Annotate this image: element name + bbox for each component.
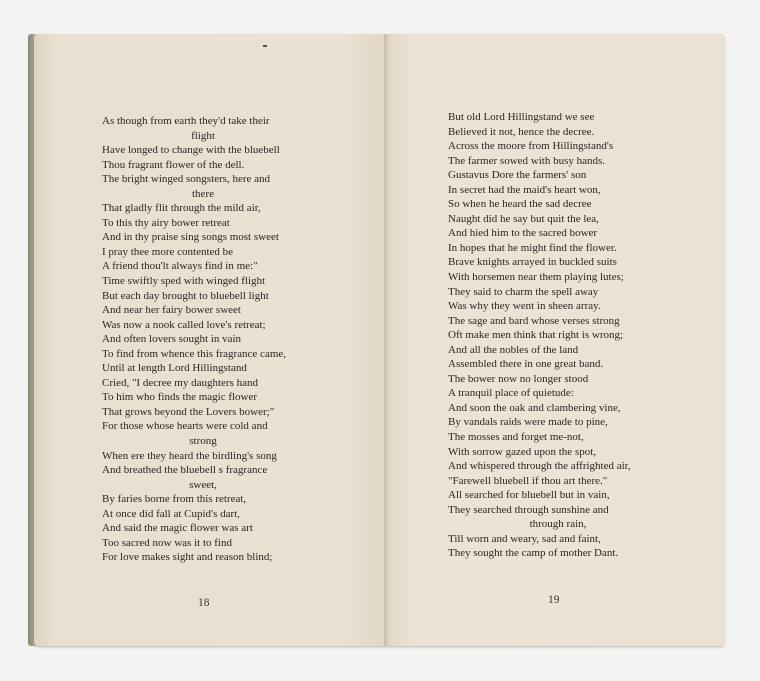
poem-line: Too sacred now was it to find — [102, 536, 232, 549]
right-page-number: 19 — [548, 594, 560, 606]
poem-line: And breathed the bluebell s fragrance — [102, 464, 268, 477]
poem-line: At once did fall at Cupid's dart, — [102, 507, 240, 520]
left-page-number: 18 — [198, 597, 210, 609]
page-gutter — [384, 34, 388, 646]
poem-line: "Farewell bluebell if thou art there." — [448, 474, 608, 487]
poem-line: But each day brought to bluebell light — [102, 289, 269, 302]
poem-line: But old Lord Hillingstand we see — [448, 111, 595, 123]
poem-line: The bright winged songsters, here and — [102, 173, 271, 186]
poem-line: Until at length Lord Hillingstand — [102, 362, 247, 375]
poem-line: They said to charm the spell away — [448, 285, 599, 298]
poem-line: A friend thou'lt always find in me:" — [102, 260, 258, 273]
poem-line: Thou fragrant flower of the dell. — [102, 158, 245, 171]
poem-line: And said the magic flower was art — [102, 522, 253, 535]
poem-line: I pray thee more contented be — [102, 245, 234, 258]
poem-line: By vandals raids were made to pine, — [448, 416, 608, 429]
poem-line: And hied him to the sacred bower — [448, 227, 598, 240]
poem-line: Across the moore from Hillingstand's — [448, 140, 614, 153]
poem-line: Believed it not, hence the decree. — [448, 125, 595, 138]
poem-line: With horsemen near them playing lutes; — [448, 271, 624, 284]
poem-line: By faries borne from this retreat, — [102, 493, 247, 506]
poem-line: Cried, "I decree my daughters hand — [102, 376, 258, 389]
poem-line: All searched for bluebell but in vain, — [448, 489, 610, 502]
poem-line: Was why they went in sheen array. — [448, 300, 601, 313]
poem-line: And all the nobles of the land — [448, 343, 579, 356]
poem-line: As though from earth they'd take their — [102, 115, 270, 127]
poem-line: To this thy airy bower retreat — [102, 216, 230, 229]
poem-line: Was now a nook called love's retreat; — [102, 318, 266, 331]
poem-line: Time swiftly sped with winged flight — [102, 275, 266, 288]
poem-line: flight — [191, 129, 215, 142]
poem-line: To him who finds the magic flower — [102, 391, 258, 404]
left-page-poem — [102, 114, 324, 565]
poem-line: And whispered through the affrighted air, — [448, 460, 631, 473]
poem-line: Brave knights arrayed in buckled suits — [448, 256, 617, 269]
poem-line: So when he heard the sad decree — [448, 198, 592, 211]
poem-line: The sage and bard whose verses strong — [448, 314, 620, 327]
poem-line: And soon the oak and clambering vine, — [448, 401, 621, 414]
right-page-poem — [448, 110, 688, 561]
poem-line: In secret had the maid's heart won, — [448, 183, 601, 196]
poem-line: Assembled there in one great band. — [448, 358, 604, 371]
poem-line: With sorrow gazed upon the spot, — [448, 445, 597, 458]
poem-line: That gladly flit through the mild air, — [102, 202, 261, 215]
print-mark — [263, 45, 267, 47]
poem-line: In hopes that he might find the flower. — [448, 241, 617, 254]
poem-line: And often lovers sought in vain — [102, 333, 242, 346]
poem-line: They sought the camp of mother Dant. — [448, 547, 619, 560]
poem-line: Till worn and weary, sad and faint, — [448, 532, 601, 545]
poem-line: And near her fairy bower sweet — [102, 304, 241, 317]
poem-line: Have longed to change with the bluebell — [102, 144, 280, 157]
poem-line: They searched through sunshine and — [448, 503, 609, 516]
poem-line: A tranquil place of quietude: — [448, 387, 574, 400]
poem-line: When ere they heard the birdling's song — [102, 449, 277, 462]
poem-line: strong — [189, 435, 217, 448]
poem-line: Naught did he say but quit the lea, — [448, 212, 599, 225]
poem-line: The mosses and forget me-not, — [448, 431, 584, 444]
poem-line: To find from whence this fragrance came, — [102, 347, 287, 360]
poem-line: Gustavus Dore the farmers' son — [448, 169, 587, 182]
poem-line: For love makes sight and reason blind; — [102, 551, 273, 564]
poem-line: Oft make men think that right is wrong; — [448, 329, 624, 342]
poem-line: The farmer sowed with busy hands. — [448, 154, 606, 167]
poem-line: That grows beyond the Lovers bower;" — [102, 405, 275, 418]
poem-line: through rain, — [529, 518, 587, 531]
poem-line: The bower now no longer stood — [448, 372, 589, 385]
poem-line: sweet, — [189, 478, 217, 491]
poem-line: For those whose hearts were cold and — [102, 420, 268, 433]
poem-line: And in thy praise sing songs most sweet — [102, 231, 279, 244]
poem-line: there — [192, 187, 214, 200]
